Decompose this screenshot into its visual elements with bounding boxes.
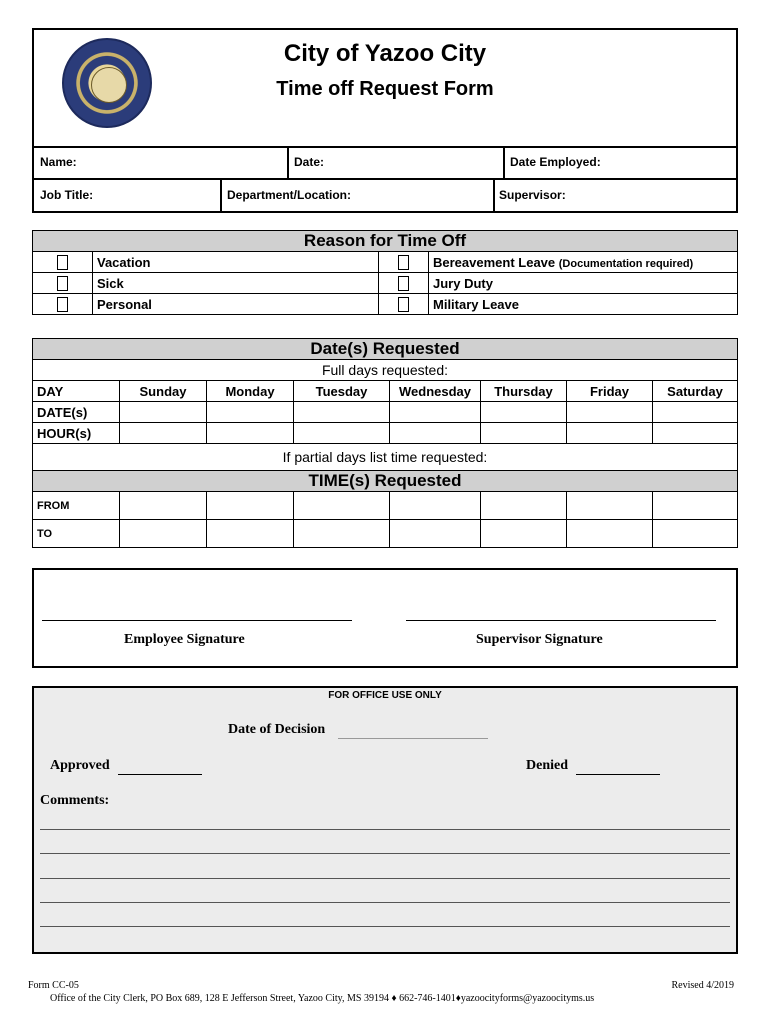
comment-line[interactable] bbox=[40, 829, 730, 830]
vacation-checkbox[interactable] bbox=[33, 252, 93, 273]
hour-cell[interactable] bbox=[567, 423, 653, 444]
day-friday: Friday bbox=[567, 381, 653, 402]
dates-table bbox=[32, 338, 738, 548]
approved-line[interactable] bbox=[118, 774, 202, 775]
approved-label: Approved bbox=[50, 758, 110, 773]
from-cell[interactable] bbox=[653, 492, 738, 520]
to-cell[interactable] bbox=[390, 520, 481, 548]
employee-signature-line[interactable] bbox=[42, 620, 352, 621]
signature-box bbox=[32, 568, 738, 668]
comment-line[interactable] bbox=[40, 853, 730, 854]
date-employed-field[interactable]: Date Employed: bbox=[510, 155, 601, 169]
hour-cell[interactable] bbox=[390, 423, 481, 444]
hour-cell[interactable] bbox=[207, 423, 294, 444]
comment-line[interactable] bbox=[40, 926, 730, 927]
from-label: FROM bbox=[33, 492, 120, 520]
documentation-note: (Documentation required) bbox=[558, 257, 694, 270]
day-tuesday: Tuesday bbox=[294, 381, 390, 402]
date-of-decision-line[interactable] bbox=[338, 738, 488, 739]
personal-checkbox[interactable] bbox=[33, 294, 93, 315]
denied-label: Denied bbox=[526, 758, 568, 773]
hours-label: HOUR(s) bbox=[33, 423, 120, 444]
revised-date: Revised 4/2019 bbox=[671, 980, 734, 991]
comment-line[interactable] bbox=[40, 902, 730, 903]
to-cell[interactable] bbox=[207, 520, 294, 548]
dates-heading: Date(s) Requested bbox=[33, 339, 738, 360]
day-wednesday: Wednesday bbox=[390, 381, 481, 402]
times-heading: TIME(s) Requested bbox=[33, 471, 738, 492]
date-cell[interactable] bbox=[207, 402, 294, 423]
date-cell[interactable] bbox=[481, 402, 567, 423]
day-thursday: Thursday bbox=[481, 381, 567, 402]
dates-label: DATE(s) bbox=[33, 402, 120, 423]
sick-checkbox[interactable] bbox=[33, 273, 93, 294]
to-label: TO bbox=[33, 520, 120, 548]
reason-label-jury-duty: Jury Duty bbox=[429, 273, 738, 294]
form-id: Form CC-05 bbox=[28, 980, 79, 991]
day-monday: Monday bbox=[207, 381, 294, 402]
footer-address: Office of the City Clerk, PO Box 689, 128 E Jefferson Street, Yazoo City, MS 39194 ♦ 662-746-1401♦yazoocityforms@yazoocityms.us bbox=[50, 993, 595, 1004]
date-cell[interactable] bbox=[390, 402, 481, 423]
employee-signature-label: Employee Signature bbox=[124, 632, 245, 647]
to-cell[interactable] bbox=[120, 520, 207, 548]
date-cell[interactable] bbox=[567, 402, 653, 423]
form-subtitle: Time off Request Form bbox=[276, 78, 494, 100]
form-header bbox=[32, 28, 738, 213]
supervisor-signature-line[interactable] bbox=[406, 620, 716, 621]
from-cell[interactable] bbox=[207, 492, 294, 520]
partial-days-label: If partial days list time requested: bbox=[33, 444, 738, 471]
name-field[interactable]: Name: bbox=[40, 155, 77, 169]
from-cell[interactable] bbox=[481, 492, 567, 520]
reason-table bbox=[32, 230, 738, 315]
day-saturday: Saturday bbox=[653, 381, 738, 402]
to-cell[interactable] bbox=[653, 520, 738, 548]
comments-label: Comments: bbox=[40, 793, 110, 808]
reason-heading: Reason for Time Off bbox=[33, 231, 738, 252]
denied-line[interactable] bbox=[576, 774, 660, 775]
from-cell[interactable] bbox=[120, 492, 207, 520]
date-cell[interactable] bbox=[120, 402, 207, 423]
military-leave-checkbox[interactable] bbox=[379, 294, 429, 315]
reason-label-sick: Sick bbox=[93, 273, 379, 294]
office-use-heading: FOR OFFICE USE ONLY bbox=[328, 690, 442, 701]
from-cell[interactable] bbox=[294, 492, 390, 520]
reason-label-military-leave: Military Leave bbox=[429, 294, 738, 315]
reason-label-personal: Personal bbox=[93, 294, 379, 315]
jury-duty-checkbox[interactable] bbox=[379, 273, 429, 294]
full-days-label: Full days requested: bbox=[33, 360, 738, 381]
supervisor-signature-label: Supervisor Signature bbox=[476, 632, 603, 647]
hour-cell[interactable] bbox=[120, 423, 207, 444]
to-cell[interactable] bbox=[481, 520, 567, 548]
hour-cell[interactable] bbox=[294, 423, 390, 444]
day-sunday: Sunday bbox=[120, 381, 207, 402]
comment-line[interactable] bbox=[40, 878, 730, 879]
to-cell[interactable] bbox=[567, 520, 653, 548]
date-cell[interactable] bbox=[653, 402, 738, 423]
reason-label-bereavement: Bereavement Leave (Documentation required) bbox=[429, 252, 738, 273]
job-title-field[interactable]: Job Title: bbox=[40, 188, 94, 202]
office-use-box bbox=[32, 686, 738, 954]
date-cell[interactable] bbox=[294, 402, 390, 423]
date-field[interactable]: Date: bbox=[294, 155, 325, 169]
form-title: City of Yazoo City bbox=[283, 40, 487, 67]
from-cell[interactable] bbox=[567, 492, 653, 520]
date-of-decision-label: Date of Decision bbox=[228, 722, 326, 737]
hour-cell[interactable] bbox=[481, 423, 567, 444]
bereavement-checkbox[interactable] bbox=[379, 252, 429, 273]
department-field[interactable]: Department/Location: bbox=[227, 188, 352, 202]
day-label: DAY bbox=[33, 381, 120, 402]
to-cell[interactable] bbox=[294, 520, 390, 548]
hour-cell[interactable] bbox=[653, 423, 738, 444]
reason-label-vacation: Vacation bbox=[93, 252, 379, 273]
from-cell[interactable] bbox=[390, 492, 481, 520]
supervisor-field[interactable]: Supervisor: bbox=[499, 188, 566, 202]
